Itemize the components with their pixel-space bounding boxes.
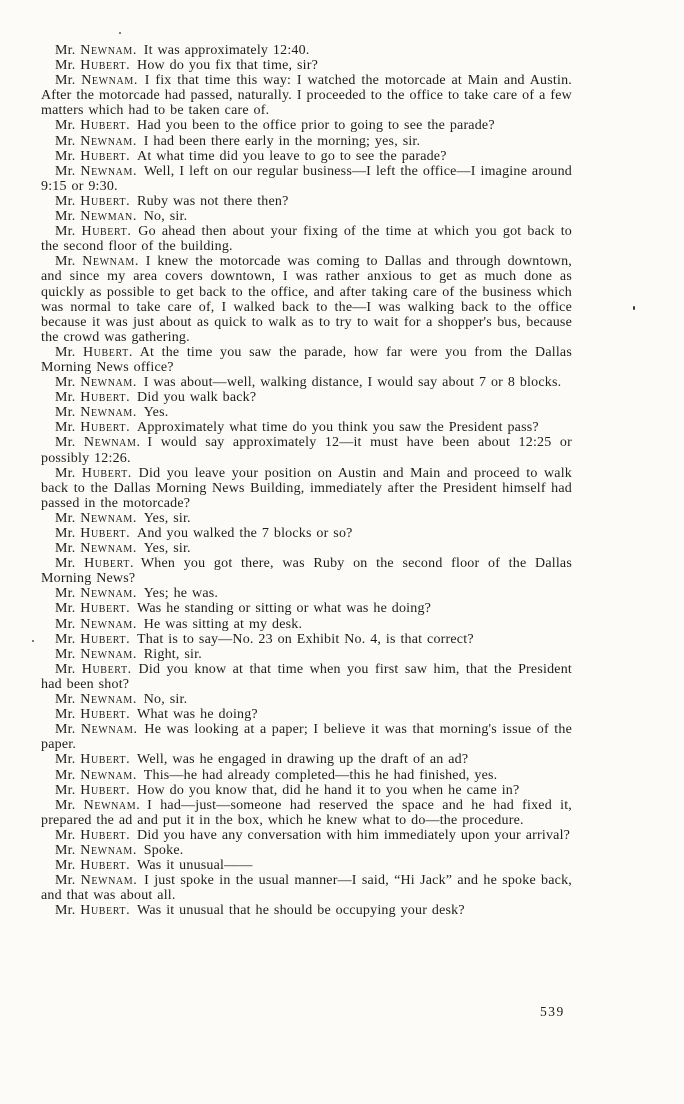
- dialogue-paragraph: [41, 345, 572, 375]
- dialogue-text: . Go ahead then about your fixing of the time at which you got back to the second floor of the building.: [41, 224, 572, 255]
- speaker-name: Newnam: [83, 797, 137, 813]
- speaker-prefix: Mr.: [55, 118, 81, 134]
- dialogue-text: . Well, was he engaged in drawing up the draft of an ad?: [126, 752, 469, 768]
- speaker-prefix: Mr.: [55, 842, 81, 858]
- dialogue-paragraph: [41, 662, 572, 692]
- speaker-prefix: Mr.: [55, 782, 81, 798]
- speaker-prefix: Mr.: [55, 646, 81, 662]
- dialogue-text: . He was looking at a paper; I believe it was that morning's issue of the paper.: [41, 722, 572, 753]
- speaker-prefix: Mr.: [55, 722, 81, 738]
- dialogue-text: . And you walked the 7 blocks or so?: [126, 526, 353, 541]
- speaker-prefix: Mr.: [55, 526, 81, 541]
- dialogue-text: . When you got there, was Ruby on the second floor of the Dallas Morning News?: [41, 556, 572, 587]
- speaker-name: Hubert: [80, 903, 127, 919]
- dialogue-text: . Well, I left on our regular business—I left the office—I imagine around 9:15 or 9:30.: [41, 163, 572, 194]
- dialogue-paragraph: [41, 73, 572, 118]
- speaker-prefix: Mr.: [55, 375, 81, 391]
- dialogue-paragraph: [41, 843, 572, 858]
- dialogue-paragraph: [41, 858, 572, 873]
- speaker-prefix: Mr.: [55, 73, 82, 89]
- speaker-name: Newnam: [80, 43, 133, 58]
- dialogue-paragraph: [41, 435, 572, 465]
- speaker-prefix: Mr.: [55, 692, 81, 708]
- dialogue-text: . How do you fix that time, sir?: [126, 58, 319, 74]
- speaker-prefix: Mr.: [55, 420, 81, 436]
- speaker-name: Hubert: [80, 858, 127, 874]
- speaker-prefix: Mr.: [55, 435, 84, 451]
- speaker-name: Hubert: [80, 118, 127, 134]
- speaker-name: Hubert: [80, 752, 127, 768]
- dialogue-text: . Did you know at that time when you first saw him, that the President had been shot?: [41, 661, 572, 692]
- dialogue-text: . It was approximately 12:40.: [132, 43, 310, 58]
- dialogue-text: . That is to say—No. 23 on Exhibit No. 4, is that correct?: [126, 631, 474, 647]
- dialogue-text: . What was he doing?: [126, 707, 258, 723]
- dialogue-text: . How do you know that, did he hand it to you when he came in?: [126, 782, 520, 798]
- transcript-text: [41, 43, 572, 918]
- ink-speck: [119, 32, 121, 34]
- speaker-name: Hubert: [80, 631, 127, 647]
- dialogue-paragraph: [41, 390, 572, 405]
- speaker-prefix: Mr.: [55, 827, 81, 843]
- dialogue-paragraph: [41, 783, 572, 798]
- speaker-prefix: Mr.: [55, 344, 83, 360]
- dialogue-paragraph: [41, 707, 572, 722]
- dialogue-text: . Yes, sir.: [132, 541, 191, 557]
- dialogue-paragraph: [41, 692, 572, 707]
- dialogue-text: . He was sitting at my desk.: [132, 616, 303, 632]
- speaker-name: Newnam: [80, 375, 133, 391]
- page-number: 539: [540, 1004, 565, 1019]
- dialogue-text: . I just spoke in the usual manner—I said, “Hi Jack” and he spoke back, and that was about all.: [41, 873, 572, 904]
- dialogue-paragraph: [41, 752, 572, 767]
- speaker-name: Newnam: [80, 842, 133, 858]
- dialogue-text: . No, sir.: [132, 209, 188, 225]
- dialogue-text: . Yes.: [132, 405, 169, 421]
- dialogue-paragraph: [41, 903, 572, 918]
- dialogue-paragraph: [41, 647, 572, 662]
- dialogue-text: . Did you walk back?: [126, 390, 257, 406]
- speaker-prefix: Mr.: [55, 586, 81, 602]
- speaker-name: Hubert: [82, 344, 129, 360]
- dialogue-text: . This—he had already completed—this he had finished, yes.: [132, 767, 498, 783]
- speaker-name: Newnam: [81, 73, 134, 89]
- dialogue-text: . No, sir.: [132, 692, 188, 708]
- dialogue-text: . Did you leave your position on Austin and Main and proceed to walk back to the Dallas Morning News Building, immediately after the President himself had passed in the motorcade?: [41, 465, 573, 511]
- speaker-name: Newnam: [80, 541, 133, 557]
- dialogue-text: . Had you been to the office prior to going to see the parade?: [126, 118, 495, 134]
- speaker-prefix: Mr.: [55, 797, 84, 813]
- dialogue-paragraph: [41, 118, 572, 133]
- dialogue-paragraph: [41, 541, 572, 556]
- speaker-name: Newnam: [80, 510, 133, 526]
- speaker-name: Newnam: [80, 405, 133, 421]
- dialogue-text: . I fix that time this way: I watched the motorcade at Main and Austin. After the motorcade had passed, naturally. I proceeded to the office to take care of a few matters which had to be taken care of.: [41, 73, 572, 119]
- speaker-name: Newnam: [80, 873, 134, 889]
- speaker-prefix: Mr.: [55, 405, 81, 421]
- speaker-name: Hubert: [81, 661, 128, 677]
- dialogue-paragraph: [41, 601, 572, 616]
- speaker-prefix: Mr.: [55, 752, 81, 768]
- dialogue-paragraph: [41, 526, 572, 541]
- speaker-prefix: Mr.: [55, 254, 83, 270]
- dialogue-text: . I was about—well, walking distance, I would say about 7 or 8 blocks.: [132, 375, 562, 391]
- speaker-prefix: Mr.: [55, 390, 81, 406]
- speaker-prefix: Mr.: [55, 193, 81, 209]
- speaker-name: Hubert: [81, 224, 128, 240]
- dialogue-paragraph: [41, 556, 572, 586]
- speaker-prefix: Mr.: [55, 465, 82, 481]
- dialogue-paragraph: [41, 828, 572, 843]
- speaker-name: Hubert: [80, 193, 127, 209]
- dialogue-paragraph: [41, 511, 572, 526]
- speaker-name: Newnam: [80, 616, 133, 632]
- dialogue-paragraph: [41, 586, 572, 601]
- dialogue-paragraph: [41, 224, 572, 254]
- speaker-name: Hubert: [80, 526, 127, 541]
- dialogue-paragraph: [41, 254, 572, 345]
- speaker-prefix: Mr.: [55, 163, 81, 179]
- dialogue-paragraph: [41, 798, 572, 828]
- speaker-name: Hubert: [80, 390, 127, 406]
- dialogue-paragraph: [41, 466, 572, 511]
- dialogue-text: . Was it unusual——: [126, 858, 253, 874]
- ink-speck: [32, 640, 34, 642]
- speaker-prefix: Mr.: [55, 43, 81, 58]
- dialogue-text: . Yes; he was.: [132, 586, 219, 602]
- speaker-prefix: Mr.: [55, 556, 85, 572]
- speaker-prefix: Mr.: [55, 873, 81, 889]
- speaker-prefix: Mr.: [55, 903, 81, 919]
- dialogue-paragraph: [41, 768, 572, 783]
- speaker-prefix: Mr.: [55, 148, 81, 164]
- speaker-name: Newnam: [82, 254, 135, 270]
- speaker-name: Newnam: [80, 767, 133, 783]
- dialogue-text: . I had—just—someone had reserved the space and he had fixed it, prepared the ad and put it in the box, which he knew what to do—the procedure.: [41, 797, 572, 828]
- speaker-name: Hubert: [80, 827, 127, 843]
- speaker-name: Hubert: [80, 782, 127, 798]
- dialogue-paragraph: [41, 617, 572, 632]
- speaker-prefix: Mr.: [55, 631, 81, 647]
- dialogue-paragraph: [41, 43, 572, 58]
- dialogue-text: . Yes, sir.: [132, 510, 191, 526]
- speaker-name: Hubert: [80, 420, 127, 436]
- speaker-name: Hubert: [81, 465, 128, 481]
- speaker-prefix: Mr.: [55, 767, 81, 783]
- speaker-prefix: Mr.: [55, 601, 81, 617]
- dialogue-text: . Was it unusual that he should be occupying your desk?: [126, 903, 465, 919]
- ink-speck: [633, 306, 635, 310]
- speaker-prefix: Mr.: [55, 707, 81, 723]
- speaker-prefix: Mr.: [55, 858, 81, 874]
- dialogue-paragraph: [41, 164, 572, 194]
- dialogue-text: . I would say approximately 12—it must have been about 12:25 or possibly 12:26.: [41, 435, 572, 466]
- dialogue-text: . Ruby was not there then?: [126, 193, 289, 209]
- speaker-name: Newnam: [80, 163, 133, 179]
- dialogue-paragraph: [41, 149, 572, 164]
- dialogue-text: . I knew the motorcade was coming to Dallas and through downtown, and since my area covers downtown, I was rather anxious to get as much done as quickly as possible to get back to the office, and after taking care of the business which was normal to take care of, I walked back to the—I was walking back to the office because it was just about as quick to walk as to try to wait for a shopper's bus, because the crowd was gathering.: [41, 254, 572, 345]
- speaker-name: Newnam: [80, 133, 133, 149]
- speaker-name: Newnam: [80, 722, 134, 738]
- speaker-name: Newnam: [83, 435, 137, 451]
- speaker-prefix: Mr.: [55, 224, 82, 240]
- dialogue-paragraph: [41, 375, 572, 390]
- speaker-prefix: Mr.: [55, 541, 81, 557]
- dialogue-paragraph: [41, 405, 572, 420]
- speaker-prefix: Mr.: [55, 510, 81, 526]
- speaker-prefix: Mr.: [55, 616, 81, 632]
- dialogue-text: . At the time you saw the parade, how far were you from the Dallas Morning News office?: [41, 344, 572, 375]
- dialogue-paragraph: [41, 873, 572, 903]
- dialogue-paragraph: [41, 722, 572, 752]
- dialogue-text: . Approximately what time do you think you saw the President pass?: [126, 420, 539, 436]
- speaker-name: Hubert: [84, 556, 130, 572]
- speaker-name: Hubert: [80, 707, 127, 723]
- speaker-name: Newnam: [80, 586, 133, 602]
- speaker-name: Newnam: [80, 692, 133, 708]
- dialogue-text: . Did you have any conversation with him immediately upon your arrival?: [126, 827, 571, 843]
- dialogue-paragraph: [41, 194, 572, 209]
- speaker-prefix: Mr.: [55, 133, 81, 149]
- speaker-name: Newman: [80, 209, 133, 225]
- speaker-name: Newnam: [80, 646, 133, 662]
- dialogue-paragraph: [41, 134, 572, 149]
- dialogue-text: . Was he standing or sitting or what was he doing?: [126, 601, 432, 617]
- dialogue-text: . At what time did you leave to go to see the parade?: [126, 148, 447, 164]
- dialogue-paragraph: [41, 632, 572, 647]
- dialogue-paragraph: [41, 209, 572, 224]
- dialogue-paragraph: [41, 420, 572, 435]
- speaker-prefix: Mr.: [55, 209, 81, 225]
- dialogue-paragraph: [41, 58, 572, 73]
- speaker-name: Hubert: [80, 148, 127, 164]
- dialogue-text: . Right, sir.: [132, 646, 202, 662]
- speaker-prefix: Mr.: [55, 661, 82, 677]
- speaker-prefix: Mr.: [55, 58, 81, 74]
- dialogue-text: . Spoke.: [132, 842, 184, 858]
- dialogue-text: . I had been there early in the morning; yes, sir.: [132, 133, 421, 149]
- speaker-name: Hubert: [80, 58, 127, 74]
- speaker-name: Hubert: [80, 601, 127, 617]
